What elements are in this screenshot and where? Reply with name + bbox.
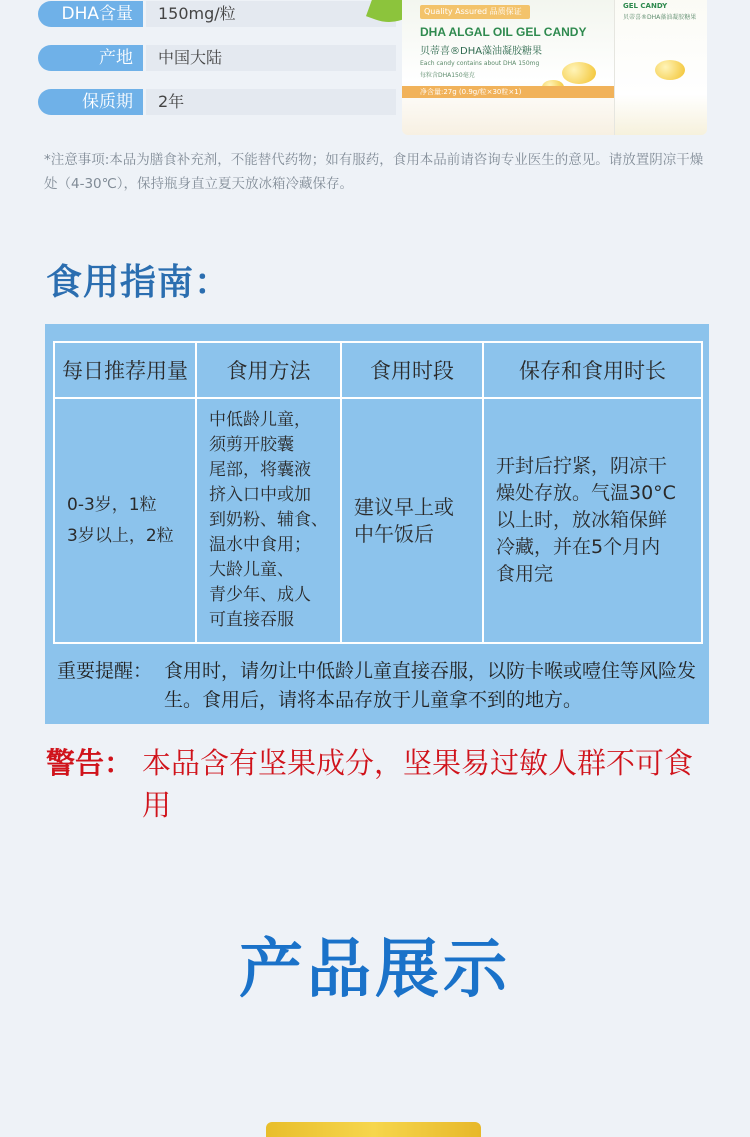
table-row	[54, 398, 702, 643]
header-storage: 保存和食用时长	[483, 342, 702, 398]
cell-storage	[483, 398, 702, 643]
cell-timing	[341, 398, 483, 643]
usage-guide-table	[53, 341, 703, 644]
product-box-side	[614, 0, 707, 135]
storage-line: 开封后拧紧，阴凉干	[496, 455, 668, 477]
table-header-row	[54, 342, 702, 398]
warning-label: 警告：	[46, 746, 134, 780]
showcase-title: 产品展示	[239, 933, 511, 1007]
spec-value: 2年	[146, 89, 396, 115]
product-name-en: DHA ALGAL OIL GEL CANDY	[420, 25, 587, 39]
header-dosage: 每日推荐用量	[54, 342, 196, 398]
timing-line: 中午饭后	[354, 521, 434, 546]
dosage-line: 3岁以上，2粒	[67, 525, 174, 546]
storage-line: 冷藏，并在5个月内	[496, 536, 661, 558]
method-line: 大龄儿童、	[209, 560, 294, 580]
spec-label: DHA含量	[38, 1, 143, 27]
method-line: 可直接吞服	[209, 610, 294, 630]
spec-label: 保质期	[38, 89, 143, 115]
header-timing: 食用时段	[341, 342, 483, 398]
spec-label: 产地	[38, 45, 143, 71]
product-name-cn: 贝蒂喜®DHA藻油凝胶糖果	[420, 46, 543, 57]
method-line: 青少年、成人	[209, 585, 311, 605]
cell-dosage	[54, 398, 196, 643]
usage-guide-panel	[45, 324, 709, 724]
header-method: 食用方法	[196, 342, 341, 398]
product-badge: Quality Assured 品质保证	[420, 5, 530, 19]
product-net-content: 净含量:27g (0.9g/粒×30粒×1)	[402, 86, 617, 98]
spec-value: 中国大陆	[146, 45, 396, 71]
product-line-cn: 每粒含DHA150毫克	[420, 72, 475, 79]
method-line: 到奶粉、辅食、	[209, 510, 328, 530]
storage-line: 燥处存放。气温30°C	[496, 482, 676, 504]
side-title: GEL CANDY	[623, 2, 668, 10]
cell-method	[196, 398, 341, 643]
storage-line: 以上时，放冰箱保鲜	[496, 509, 668, 531]
product-line-en: Each candy contains about DHA 150mg	[420, 60, 540, 67]
notice-text: *注意事项:本品为膳食补充剂，不能替代药物；如有服药，食用本品前请咨询专业医生的意见。请放置阴凉干燥处（4-30℃），保持瓶身直立夏天放冰箱冷藏保存。	[44, 152, 704, 192]
timing-line: 建议早上或	[354, 494, 454, 519]
warning-text: 本品含有坚果成分，坚果易过敏人群不可食用	[142, 746, 694, 822]
capsule-icon	[655, 60, 685, 80]
side-subtitle: 贝蒂喜®DHA藻油凝胶糖果	[623, 14, 697, 21]
product-bottle-top	[266, 1122, 481, 1137]
method-line: 温水中食用；	[209, 535, 311, 555]
method-line: 中低龄儿童，	[209, 410, 311, 430]
method-line: 须剪开胶囊	[209, 435, 294, 455]
reminder-label: 重要提醒：	[57, 660, 153, 682]
guide-title: 食用指南：	[46, 262, 232, 303]
storage-line: 食用完	[496, 563, 554, 585]
capsule-icon	[562, 62, 596, 84]
product-box-image	[402, 0, 707, 135]
method-line: 尾部，将囊液	[209, 460, 311, 480]
method-line: 挤入口中或加	[209, 485, 311, 505]
reminder-text: 食用时，请勿让中低龄儿童直接吞服，以防卡喉或噎住等风险发生。食用后，请将本品存放于儿童拿不到的地方。	[164, 660, 697, 711]
spec-value: 150mg/粒	[146, 1, 396, 27]
dosage-line: 0-3岁，1粒	[67, 494, 157, 515]
